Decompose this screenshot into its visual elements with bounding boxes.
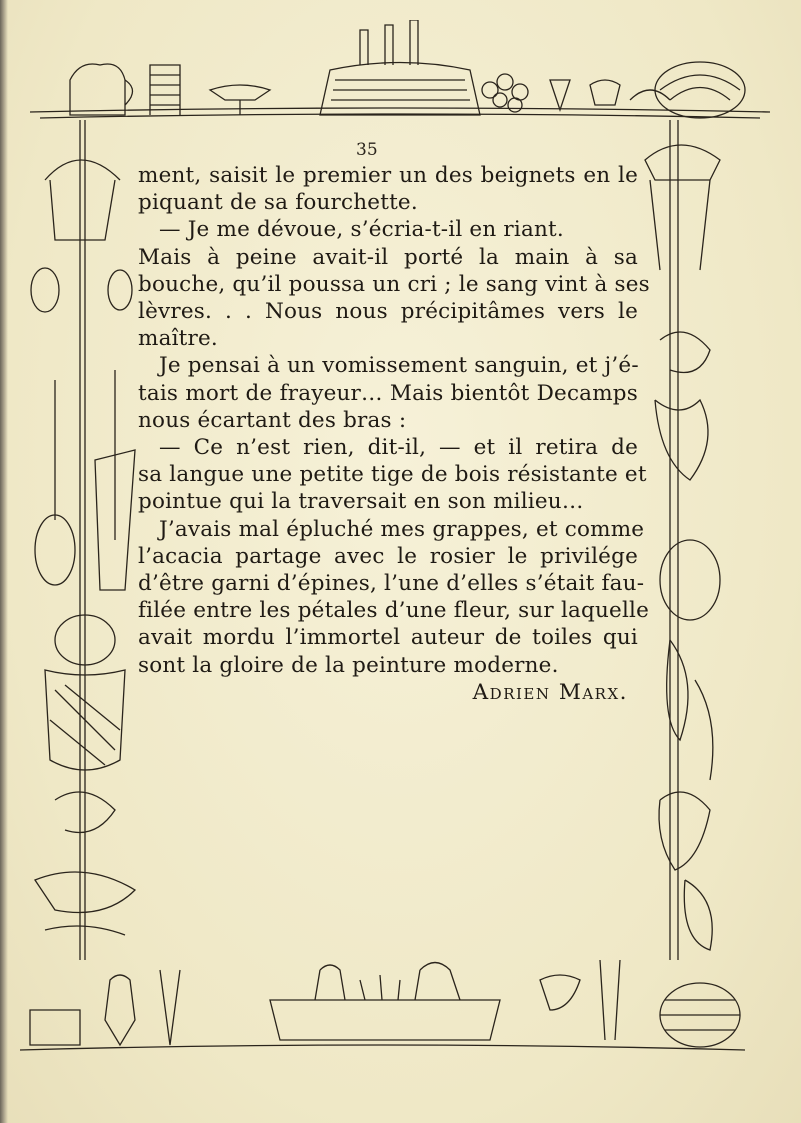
author-signature: Adrien Marx.: [472, 679, 628, 705]
text-line: avait mordu l’immortel auteur de toiles qui: [138, 625, 638, 651]
text-line: filée entre les pétales d’une fleur, sur laquelle: [138, 598, 650, 624]
text-line: Mais à peine avait-il porté la main à sa: [138, 244, 638, 270]
text-line: l’acacia partage avec le rosier le privilége: [138, 543, 638, 569]
text-line: piquant de sa fourchette.: [138, 190, 418, 216]
text-line: lèvres. . . Nous nous précipitâmes vers le: [138, 299, 638, 325]
text-line: — Ce n’est rien, dit-il, — et il retira de: [159, 435, 638, 461]
page-edge-shadow: [0, 0, 8, 1123]
text-line: pointue qui la traversait en son milieu…: [138, 489, 584, 515]
text-line: J’avais mal épluché mes grappes, et comme: [159, 516, 645, 542]
right-game-vines-illustration: [640, 120, 730, 960]
text-line: Je pensai à un vomissement sanguin, et j’é-: [159, 353, 639, 379]
text-line: d’être garni d’épines, l’une d’elles s’était fau-: [138, 571, 645, 597]
text-line: — Je me dévoue, s’écria-t-il en riant.: [159, 217, 564, 243]
text-line: maître.: [138, 326, 218, 352]
text-line: sa langue une petite tige de bois résistante et: [138, 462, 647, 488]
text-line: bouche, qu’il poussa un cri ; le sang vint à ses: [138, 271, 650, 297]
text-line: nous écartant des bras :: [138, 407, 407, 433]
body-text: [138, 162, 650, 706]
text-line: tais mort de frayeur… Mais bientôt Decamps: [138, 380, 638, 406]
left-utensils-illustration: [25, 120, 140, 960]
page-number: 35: [356, 140, 378, 160]
header-still-life-illustration: [30, 20, 770, 130]
text-line: ment, saisit le premier un des beignets en le: [138, 163, 638, 188]
footer-banquet-illustration: [20, 940, 745, 1060]
text-line: sont la gloire de la peinture moderne.: [138, 652, 559, 678]
